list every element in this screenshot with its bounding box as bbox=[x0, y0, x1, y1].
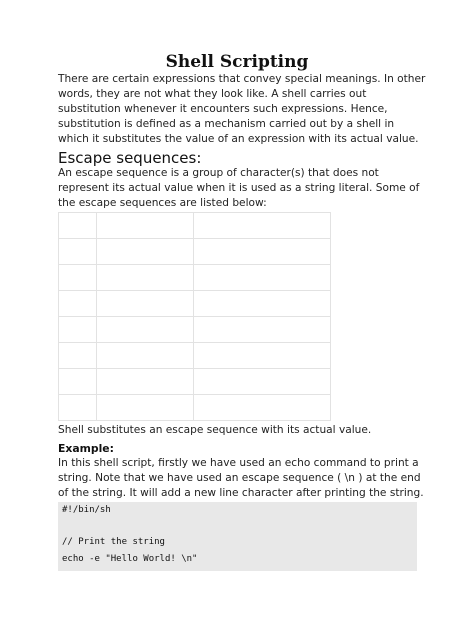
table-cell bbox=[194, 343, 331, 369]
table-cell bbox=[59, 291, 97, 317]
section-paragraph: An escape sequence is a group of character(s) that does not represent its actual value when it is used as a string literal. Some of the escape sequences are listed below: bbox=[58, 167, 420, 209]
table-cell bbox=[59, 343, 97, 369]
table-cell bbox=[194, 395, 331, 421]
code-line: echo -e "Hello World! \n" bbox=[62, 554, 198, 564]
table-cell bbox=[97, 395, 194, 421]
table-cell bbox=[97, 343, 194, 369]
table-row bbox=[59, 213, 331, 239]
table-cell bbox=[97, 265, 194, 291]
document-title: Shell Scripting bbox=[165, 52, 309, 72]
table-row bbox=[59, 369, 331, 395]
table-cell bbox=[194, 239, 331, 265]
table-cell bbox=[59, 317, 97, 343]
table-row bbox=[59, 265, 331, 291]
table-cell bbox=[97, 369, 194, 395]
table-cell bbox=[194, 291, 331, 317]
table-row bbox=[59, 291, 331, 317]
escape-sequence-table bbox=[58, 212, 331, 421]
example-label: Example: bbox=[58, 442, 114, 455]
table-cell bbox=[97, 213, 194, 239]
table-cell bbox=[59, 239, 97, 265]
table-row bbox=[59, 395, 331, 421]
intro-paragraph: There are certain expressions that convey special meanings. In other words, they are not what they look like. A shell carries out substitution whenever it encounters such expressions. Hence, substitution is defined as a mechanism carried out by a shell in which it substitutes the value of an expression with its actual value. bbox=[58, 73, 426, 145]
table-row bbox=[59, 317, 331, 343]
table-cell bbox=[97, 291, 194, 317]
table-cell bbox=[97, 317, 194, 343]
table-row bbox=[59, 239, 331, 265]
table-cell bbox=[194, 369, 331, 395]
code-line: // Print the string bbox=[62, 537, 165, 547]
table-cell bbox=[59, 213, 97, 239]
example-paragraph: In this shell script, firstly we have used an echo command to print a string. Note that we have used an escape sequence ( \n ) at the end of the string. It will add a new line character after printing the string. bbox=[58, 457, 424, 499]
table-cell bbox=[97, 239, 194, 265]
substitution-note: Shell substitutes an escape sequence with its actual value. bbox=[58, 424, 372, 436]
code-block bbox=[58, 502, 417, 571]
table-cell bbox=[59, 395, 97, 421]
table-cell bbox=[194, 265, 331, 291]
code-line: #!/bin/sh bbox=[62, 505, 111, 515]
table-row bbox=[59, 343, 331, 369]
section-heading: Escape sequences: bbox=[58, 149, 202, 167]
table-cell bbox=[59, 265, 97, 291]
table-cell bbox=[194, 317, 331, 343]
table-cell bbox=[59, 369, 97, 395]
table-cell bbox=[194, 213, 331, 239]
